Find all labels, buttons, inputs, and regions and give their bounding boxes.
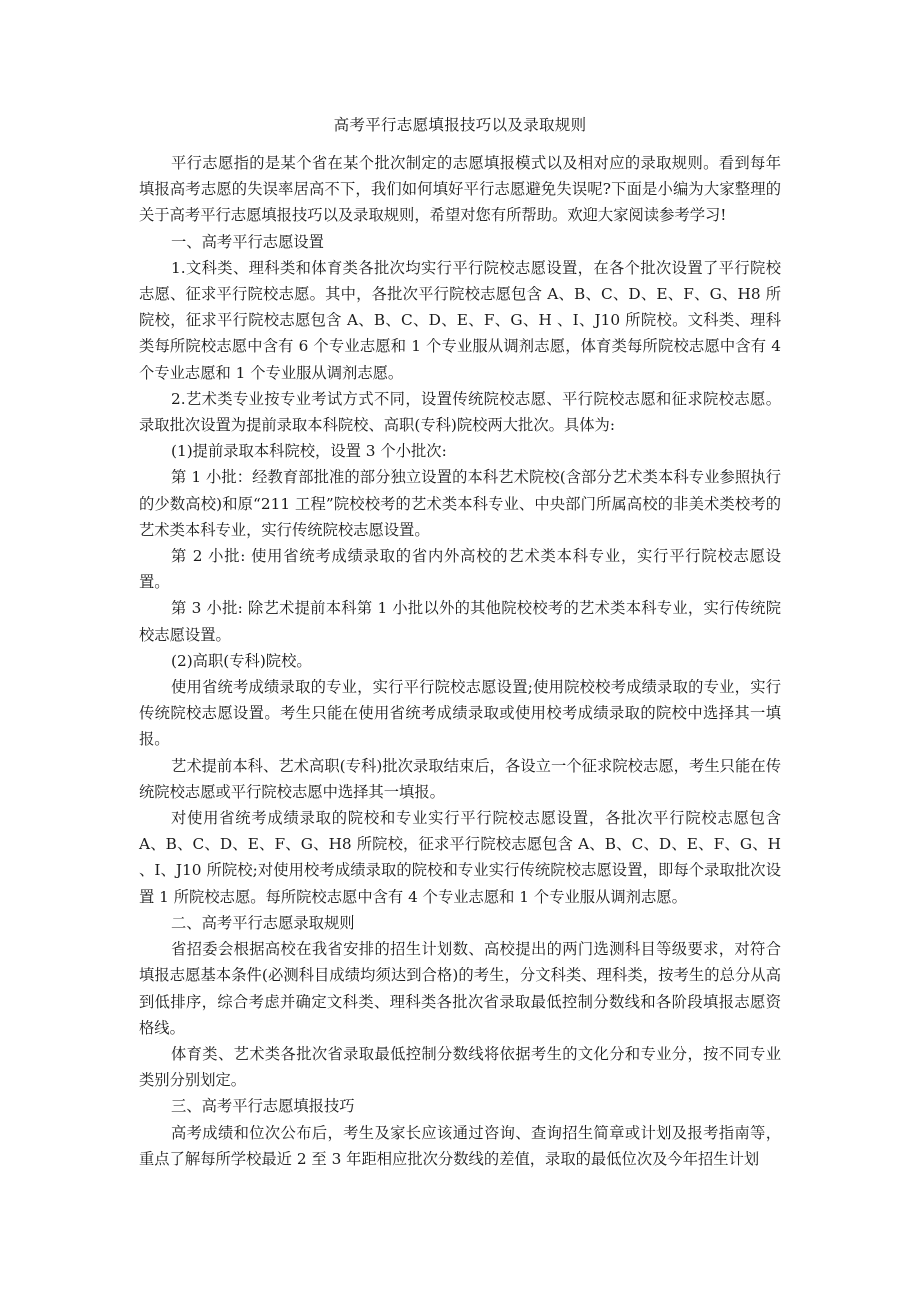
paragraph: 使用省统考成绩录取的专业，实行平行院校志愿设置;使用院校校考成绩录取的专业，实行传统院校志愿设置。考生只能在使用省统考成绩录取或使用校考成绩录取的院校中选择其一填报。 (139, 678, 781, 749)
paragraph: 对使用省统考成绩录取的院校和专业实行平行院校志愿设置，各批次平行院校志愿包含 A、B、C、D、E、F、G、H8 所院校，征求平行院校志愿包含 A、B、C、D、E、F、G、H 、I、J10 所院校;对使用校考成绩录取的院校和专业实行传统院校志愿设置，即每个录取批次设置 1 所院校志愿。每所院校志愿中含有 4 个专业志愿和 1 个专业服从调剂志愿。 (139, 809, 781, 906)
paragraph: 第 1 小批：经教育部批准的部分独立设置的本科艺术院校(含部分艺术类本科专业参照执行的少数高校)和原“211 工程”院校校考的艺术类本科专业、中央部门所属高校的非美术类校考的艺术类本科专业，实行传统院校志愿设置。 (139, 468, 781, 539)
paragraph: 体育类、艺术类各批次省录取最低控制分数线将依据考生的文化分和专业分，按不同专业类别分别划定。 (139, 1044, 781, 1090)
paragraph: (2)高职(专科)院校。 (171, 651, 312, 670)
section-heading: 三、高考平行志愿填报技巧 (171, 1097, 355, 1116)
section-heading: 一、高考平行志愿设置 (171, 232, 324, 251)
paragraph: 第 2 小批: 使用省统考成绩录取的省内外高校的艺术类本科专业，实行平行院校志愿设置。 (139, 547, 781, 592)
paragraph: 高考成绩和位次公布后，考生及家长应该通过咨询、查询招生简章或计划及报考指南等，重点了解每所学校最近 2 至 3 年距相应批次分数线的差值，录取的最低位次及今年招生计划 (139, 1123, 781, 1168)
document-page (139, 112, 781, 1172)
paragraph: 艺术提前本科、艺术高职(专科)批次录取结束后，各设立一个征求院校志愿，考生只能在传统院校志愿或平行院校志愿中选择其一填报。 (139, 756, 781, 801)
section-heading: 二、高考平行志愿录取规则 (171, 913, 355, 932)
document-body (139, 150, 781, 1172)
paragraph: 平行志愿指的是某个省在某个批次制定的志愿填报模式以及相对应的录取规则。看到每年填报高考志愿的失误率居高不下，我们如何填好平行志愿避免失误呢?下面是小编为大家整理的关于高考平行志愿填报技巧以及录取规则，希望对您有所帮助。欢迎大家阅读参考学习! (139, 154, 781, 225)
document-title: 高考平行志愿填报技巧以及录取规则 (333, 116, 587, 134)
paragraph: 第 3 小批: 除艺术提前本科第 1 小批以外的其他院校校考的艺术类本科专业，实行传统院校志愿设置。 (139, 599, 781, 644)
paragraph: 2.艺术类专业按专业考试方式不同，设置传统院校志愿、平行院校志愿和征求院校志愿。录取批次设置为提前录取本科院校、高职(专科)院校两大批次。具体为: (139, 389, 781, 435)
paragraph: 省招委会根据高校在我省安排的招生计划数、高校提出的两门选测科目等级要求，对符合填报志愿基本条件(必测科目成绩均须达到合格)的考生，分文科类、理科类，按考生的总分从高到低排序，综合考虑并确定文科类、理科类各批次省录取最低控制分数线和各阶段填报志愿资格线。 (139, 940, 781, 1037)
paragraph: 1.文科类、理科类和体育类各批次均实行平行院校志愿设置，在各个批次设置了平行院校志愿、征求平行院校志愿。其中，各批次平行院校志愿包含 A、B、C、D、E、F、G、H8 所院校，征求平行院校志愿包含 A、B、C、D、E、F、G、H 、I、J10 所院校。文科类、理科类每所院校志愿中含有 6 个专业志愿和 1 个专业服从调剂志愿，体育类每所院校志愿中含有 4 个专业志愿和 1 个专业服从调剂志愿。 (139, 258, 781, 382)
paragraph: (1)提前录取本科院校，设置 3 个小批次: (171, 442, 447, 461)
